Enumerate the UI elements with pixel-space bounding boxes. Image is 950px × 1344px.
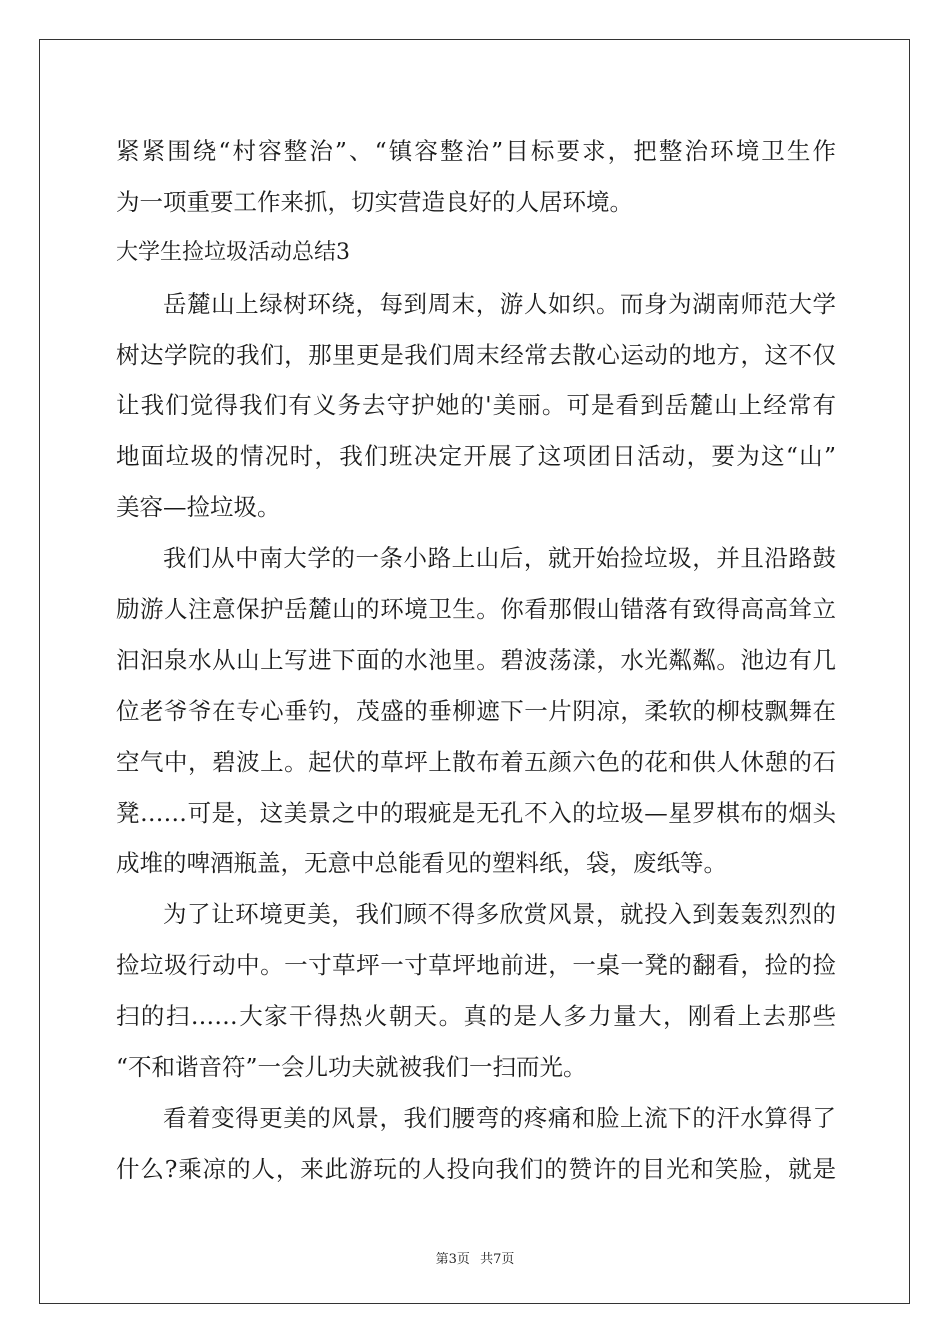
text-line: 位老爷爷在专心垂钓，茂盛的垂柳遮下一片阴凉，柔软的柳枝飘舞在: [116, 696, 836, 725]
text-line: 树达学院的我们，那里更是我们周末经常去散心运动的地方，这不仅: [116, 340, 836, 369]
paragraph-first-line: 岳麓山上绿树环绕，每到周末，游人如织。而身为湖南师范大学: [163, 289, 836, 318]
text-line: 为一项重要工作来抓，切实营造良好的人居环境。: [116, 187, 633, 216]
text-line: 励游人注意保护岳麓山的环境卫生。你看那假山错落有致得高高耸立: [116, 595, 836, 624]
text-line: “不和谐音符”一会儿功夫就被我们一扫而光。: [116, 1053, 587, 1082]
text-line: 成堆的啤酒瓶盖，无意中总能看见的塑料纸，袋，废纸等。: [116, 849, 727, 878]
text-line: 汩汩泉水从山上写进下面的水池里。碧波荡漾，水光粼粼。池边有几: [116, 645, 836, 674]
text-line: 美容—捡垃圾。: [116, 493, 281, 522]
text-line: 凳……可是，这美景之中的瑕疵是无孔不入的垃圾—星罗棋布的烟头: [116, 798, 836, 827]
page-total: 共7页: [480, 1252, 515, 1267]
paragraph-first-line: 我们从中南大学的一条小路上山后，就开始捡垃圾，并且沿路鼓: [163, 544, 836, 573]
text-line: 紧紧围绕“村容整治”、“镇容整治”目标要求，把整治环境卫生作: [116, 137, 836, 165]
text-line: 地面垃圾的情况时，我们班决定开展了这项团日活动，要为这“山”: [116, 442, 836, 471]
text-line: 让我们觉得我们有义务去守护她的'美丽。可是看到岳麓山上经常有: [116, 391, 836, 420]
page-number: 第3页: [435, 1252, 470, 1267]
paragraph-first-line: 看着变得更美的风景，我们腰弯的疼痛和脸上流下的汗水算得了: [163, 1103, 836, 1132]
text-line: 空气中，碧波上。起伏的草坪上散布着五颜六色的花和供人休憩的石: [116, 747, 836, 776]
paragraph-first-line: 为了让环境更美，我们顾不得多欣赏风景，就投入到轰轰烈烈的: [163, 900, 836, 929]
page-footer: [0, 1248, 950, 1267]
section-heading: 大学生捡垃圾活动总结3: [116, 239, 350, 265]
text-line: 扫的扫……大家干得热火朝天。真的是人多力量大，刚看上去那些: [116, 1002, 836, 1031]
text-line: 捡垃圾行动中。一寸草坪一寸草坪地前进，一桌一凳的翻看，捡的捡: [116, 951, 836, 980]
document-body: [116, 126, 836, 1195]
text-line: 什么?乘凉的人，来此游玩的人投向我们的赞许的目光和笑脸，就是: [116, 1154, 836, 1183]
